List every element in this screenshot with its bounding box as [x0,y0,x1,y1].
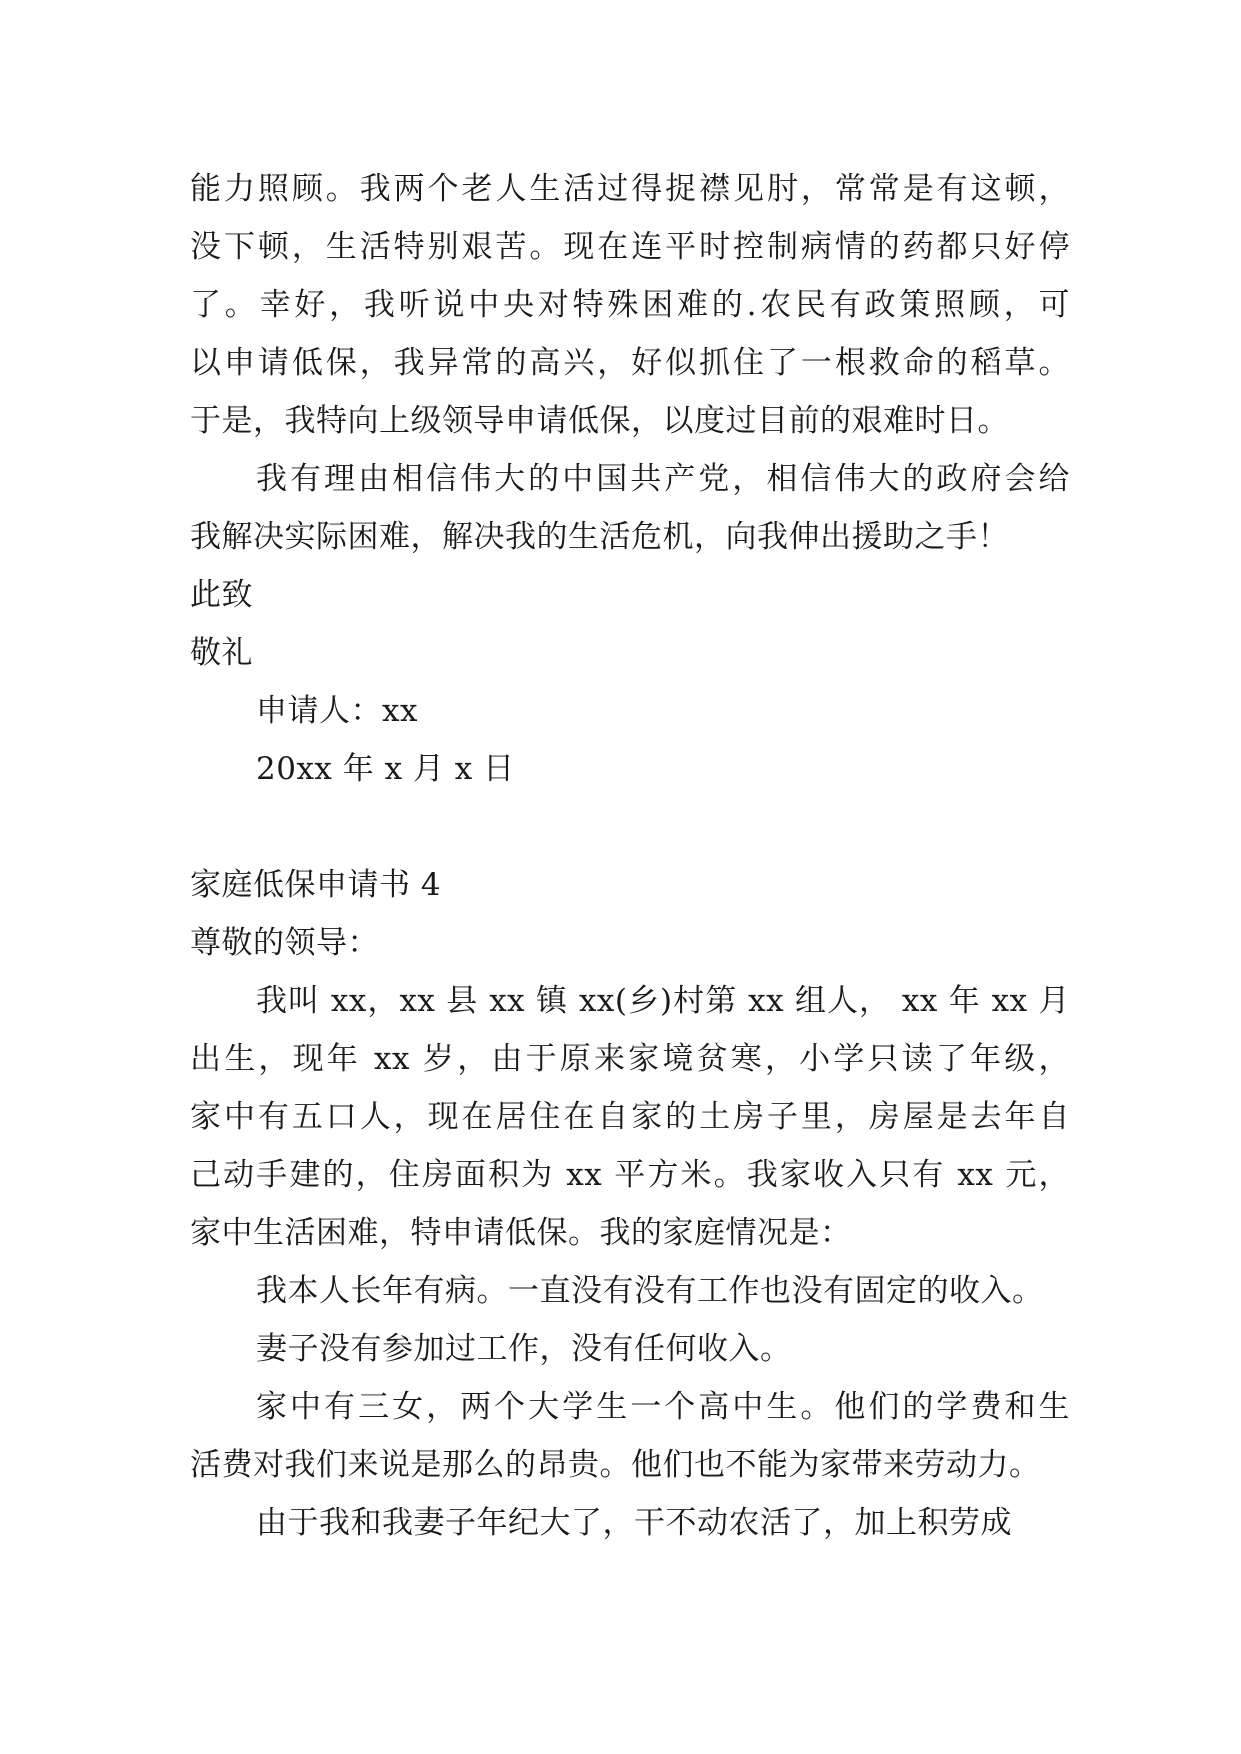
document-page [190,160,1070,1552]
text-line: 能力照顾。我两个老人生活过得捉襟见肘，常常是有这顿， [190,171,1070,207]
paragraph-2 [190,450,1070,566]
text-line: 于是，我特向上级领导申请低保，以度过目前的艰难时日。 [190,403,1009,439]
paragraph-3 [190,972,1070,1262]
paragraph-6 [190,1378,1070,1494]
spacer [190,798,1070,856]
paragraph-7: 由于我和我妻子年纪大了，干不动农活了，加上积劳成 [256,1505,1012,1541]
text-line: 我有理由相信伟大的中国共产党，相信伟大的政府会给 [256,461,1070,497]
application-date: 20xx 年 x 月 x 日 [256,751,515,787]
section-title: 家庭低保申请书 4 [190,867,442,903]
paragraph-1 [190,160,1070,450]
closing-cizhi: 此致 [190,577,253,613]
applicant-signature: 申请人：xx [256,693,418,729]
text-line: 出生，现年 xx 岁，由于原来家境贫寒，小学只读了年级， [190,1041,1070,1077]
text-line: 我叫 xx，xx 县 xx 镇 xx(乡)村第 xx 组人， xx 年 xx 月 [256,983,1070,1019]
text-line: 己动手建的，住房面积为 xx 平方米。我家收入只有 xx 元， [190,1157,1070,1193]
text-line: 活费对我们来说是那么的昂贵。他们也不能为家带来劳动力。 [190,1447,1041,1483]
text-line: 没下顿，生活特别艰苦。现在连平时控制病情的药都只好停 [190,229,1070,265]
text-line: 家中有五口人，现在居住在自家的土房子里，房屋是去年自 [190,1099,1070,1135]
text-line: 我解决实际困难，解决我的生活危机，向我伸出援助之手！ [190,519,1009,555]
text-line: 了。幸好，我听说中央对特殊困难的.农民有政策照顾，可 [190,287,1070,323]
salutation: 尊敬的领导： [190,925,379,961]
paragraph-5: 妻子没有参加过工作，没有任何收入。 [256,1331,792,1367]
closing-jingli: 敬礼 [190,635,253,671]
paragraph-4: 我本人长年有病。一直没有没有工作也没有固定的收入。 [256,1273,1044,1309]
text-line: 家中生活困难，特申请低保。我的家庭情况是： [190,1215,852,1251]
text-line: 家中有三女，两个大学生一个高中生。他们的学费和生 [256,1389,1070,1425]
text-line: 以申请低保，我异常的高兴，好似抓住了一根救命的稻草。 [190,345,1070,381]
